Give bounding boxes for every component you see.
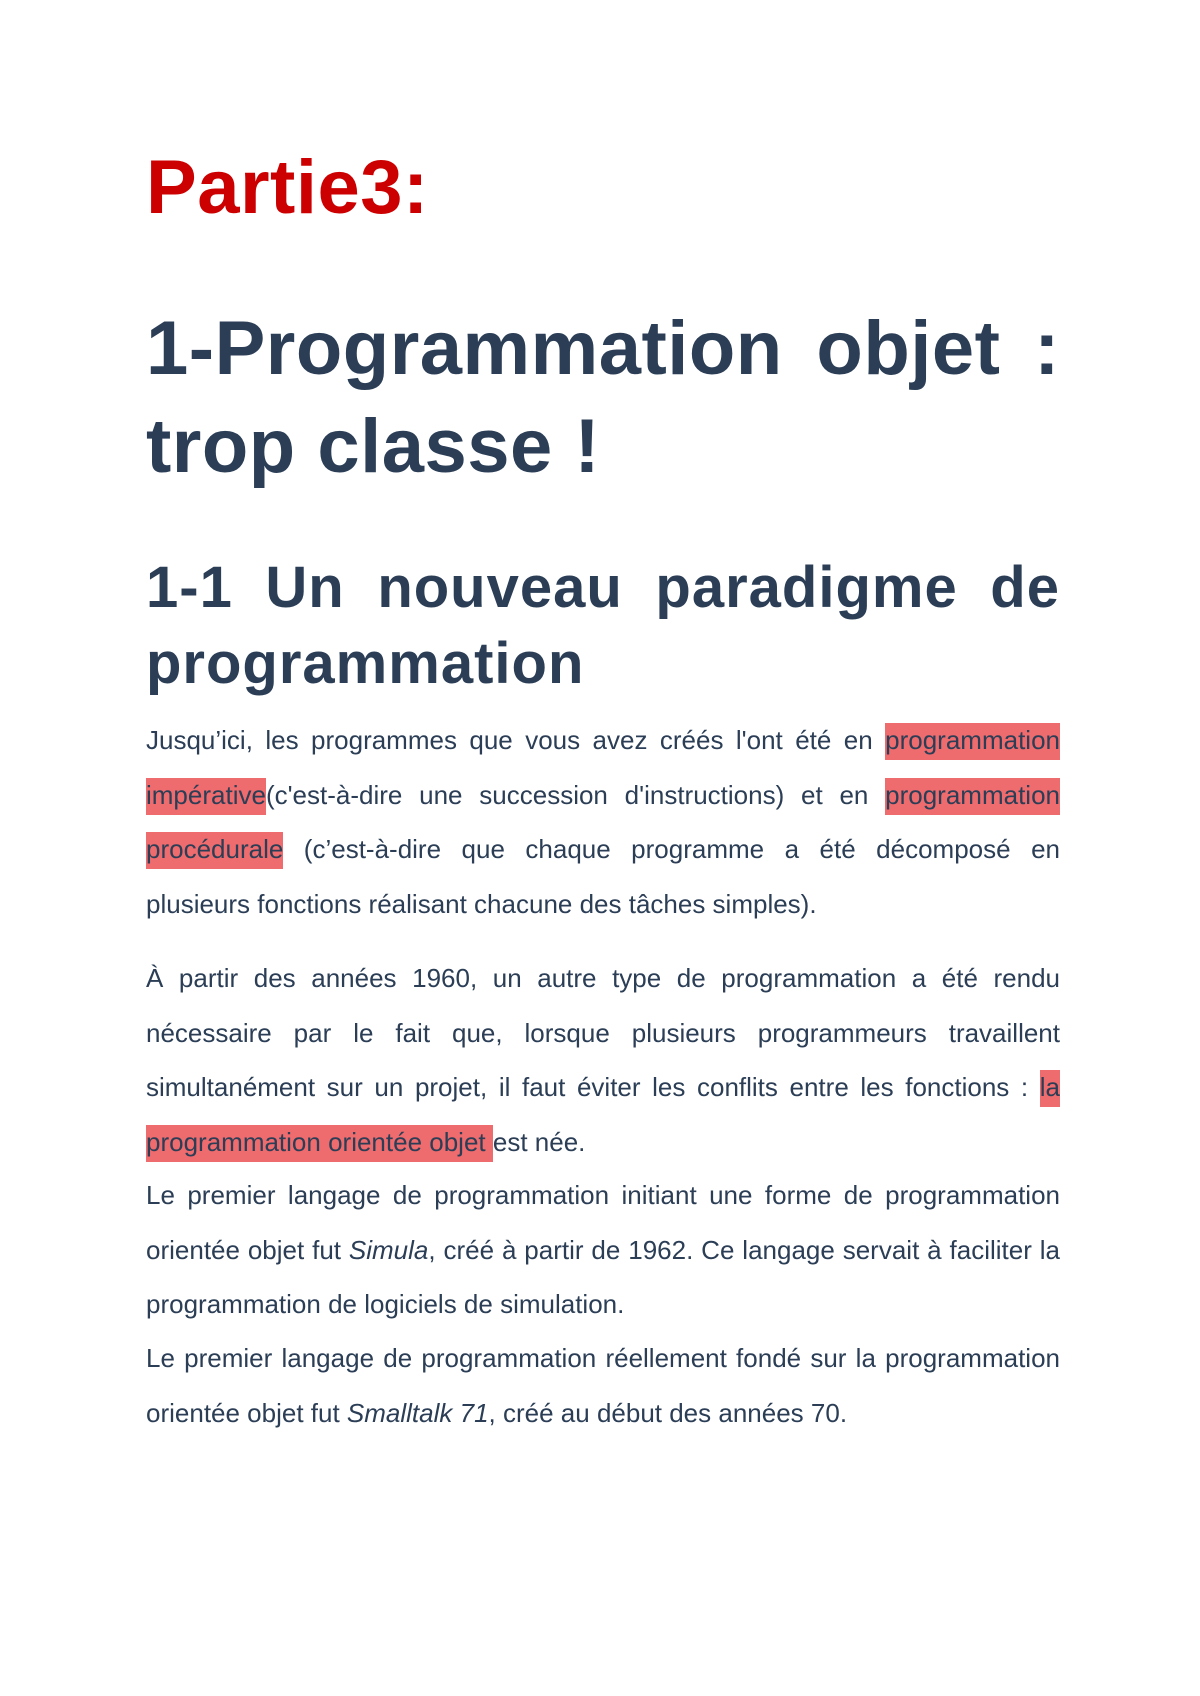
language-name-simula: Simula: [348, 1234, 429, 1265]
paragraph-text: Le premier langage de programmation initiant une forme de programmation orientée objet fut: [146, 1180, 1060, 1265]
paragraph-text: (c'est-à-dire une succession d'instructions) et en: [265, 779, 886, 810]
section-heading: 1-1 Un nouveau paradigme de programmation: [146, 555, 1060, 696]
chapter-heading: 1-Programmation objet : trop classe !: [146, 306, 1060, 489]
paragraph-text: Le premier langage de programmation réellement fondé sur la programmation orientée objet fut: [146, 1343, 1060, 1428]
highlight-oop: la programmation orientée objet: [146, 1070, 1060, 1162]
paragraph-text: est née.: [492, 1126, 586, 1157]
paragraph-text: Jusqu’ici, les programmes que vous avez créés l'ont été en: [146, 725, 886, 755]
paragraph-history: [146, 951, 1060, 1169]
highlight-procedural: programmation procédurale: [146, 778, 1060, 870]
paragraph-text: À partir des années 1960, un autre type de programmation a été rendu nécessaire par le fait que, lorsque plusieurs programmeurs travaillent simultanément sur un projet, il faut éviter les conflits entre les fonctions :: [146, 963, 1060, 1102]
paragraph-text: (c’est-à-dire que chaque programme a été décomposé en plusieurs fonctions réalisant chacune des tâches simples).: [146, 834, 1060, 919]
language-name-smalltalk: Smalltalk 71: [346, 1397, 489, 1428]
paragraph-text: , créé à partir de 1962. Ce langage servait à faciliter la programmation de logiciels de simulation.: [146, 1234, 1061, 1319]
paragraph-text: , créé au début des années 70.: [488, 1397, 848, 1428]
paragraph-intro: [146, 713, 1060, 931]
highlight-imperative: programmation impérative: [146, 723, 1060, 815]
paragraph-simula: [146, 1168, 1060, 1332]
paragraph-smalltalk: [146, 1331, 1060, 1440]
part-title: Partie3:: [146, 145, 429, 230]
